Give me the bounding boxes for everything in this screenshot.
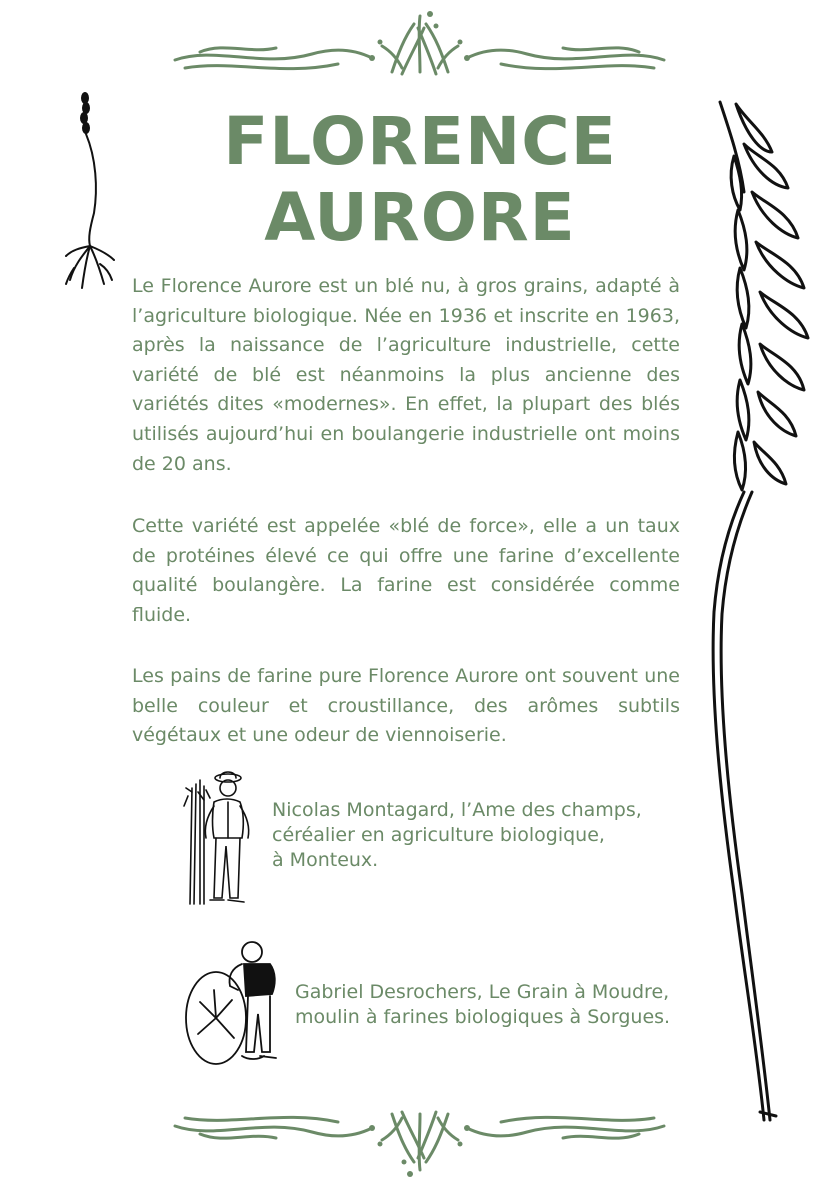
wheat-sprout-icon <box>60 88 120 297</box>
caption-farmer-line-1: Nicolas Montagard, l’Ame des champs, <box>272 799 642 821</box>
wheat-stalk-icon <box>700 92 830 1126</box>
farmer-icon <box>182 766 262 912</box>
paragraph-intro: Le Florence Aurore est un blé nu, à gros grains, adapté à l’agriculture biologique. Née en 1936 et inscrite en 1963, après la naissance de l’agriculture industrielle, cette variété de blé est néanmoins la plus ancienne des variétés dites «modernes». En effet, la plupart des blés utilisés aujourd’hui en boulangerie industrielle ont moins de 20 ans. <box>132 275 680 475</box>
caption-miller <box>295 980 670 1030</box>
caption-farmer <box>272 798 642 873</box>
paragraph-bread: Les pains de farine pure Florence Aurore ont souvent une belle couleur et croustillance, des arômes subtils végétaux et une odeur de viennoiserie. <box>132 665 680 747</box>
paragraph-force: Cette variété est appelée «blé de force», elle a un taux de protéines élevé ce qui offre une farine d’excellente qualité boulangère. La farine est considérée comme fluide. <box>132 515 680 626</box>
title-line-1: FLORENCE <box>223 103 617 180</box>
miller-icon <box>184 934 284 1074</box>
bottom-ornament-icon <box>0 1104 839 1184</box>
caption-miller-line-2: moulin à farines biologiques à Sorgues. <box>295 1006 671 1028</box>
title-line-2: AURORE <box>264 179 576 256</box>
top-ornament-icon <box>0 2 839 82</box>
caption-farmer-line-3: à Monteux. <box>272 849 379 871</box>
caption-miller-line-1: Gabriel Desrochers, Le Grain à Moudre, <box>295 981 670 1003</box>
caption-farmer-line-2: céréalier en agriculture biologique, <box>272 824 605 846</box>
page-title <box>160 104 680 256</box>
